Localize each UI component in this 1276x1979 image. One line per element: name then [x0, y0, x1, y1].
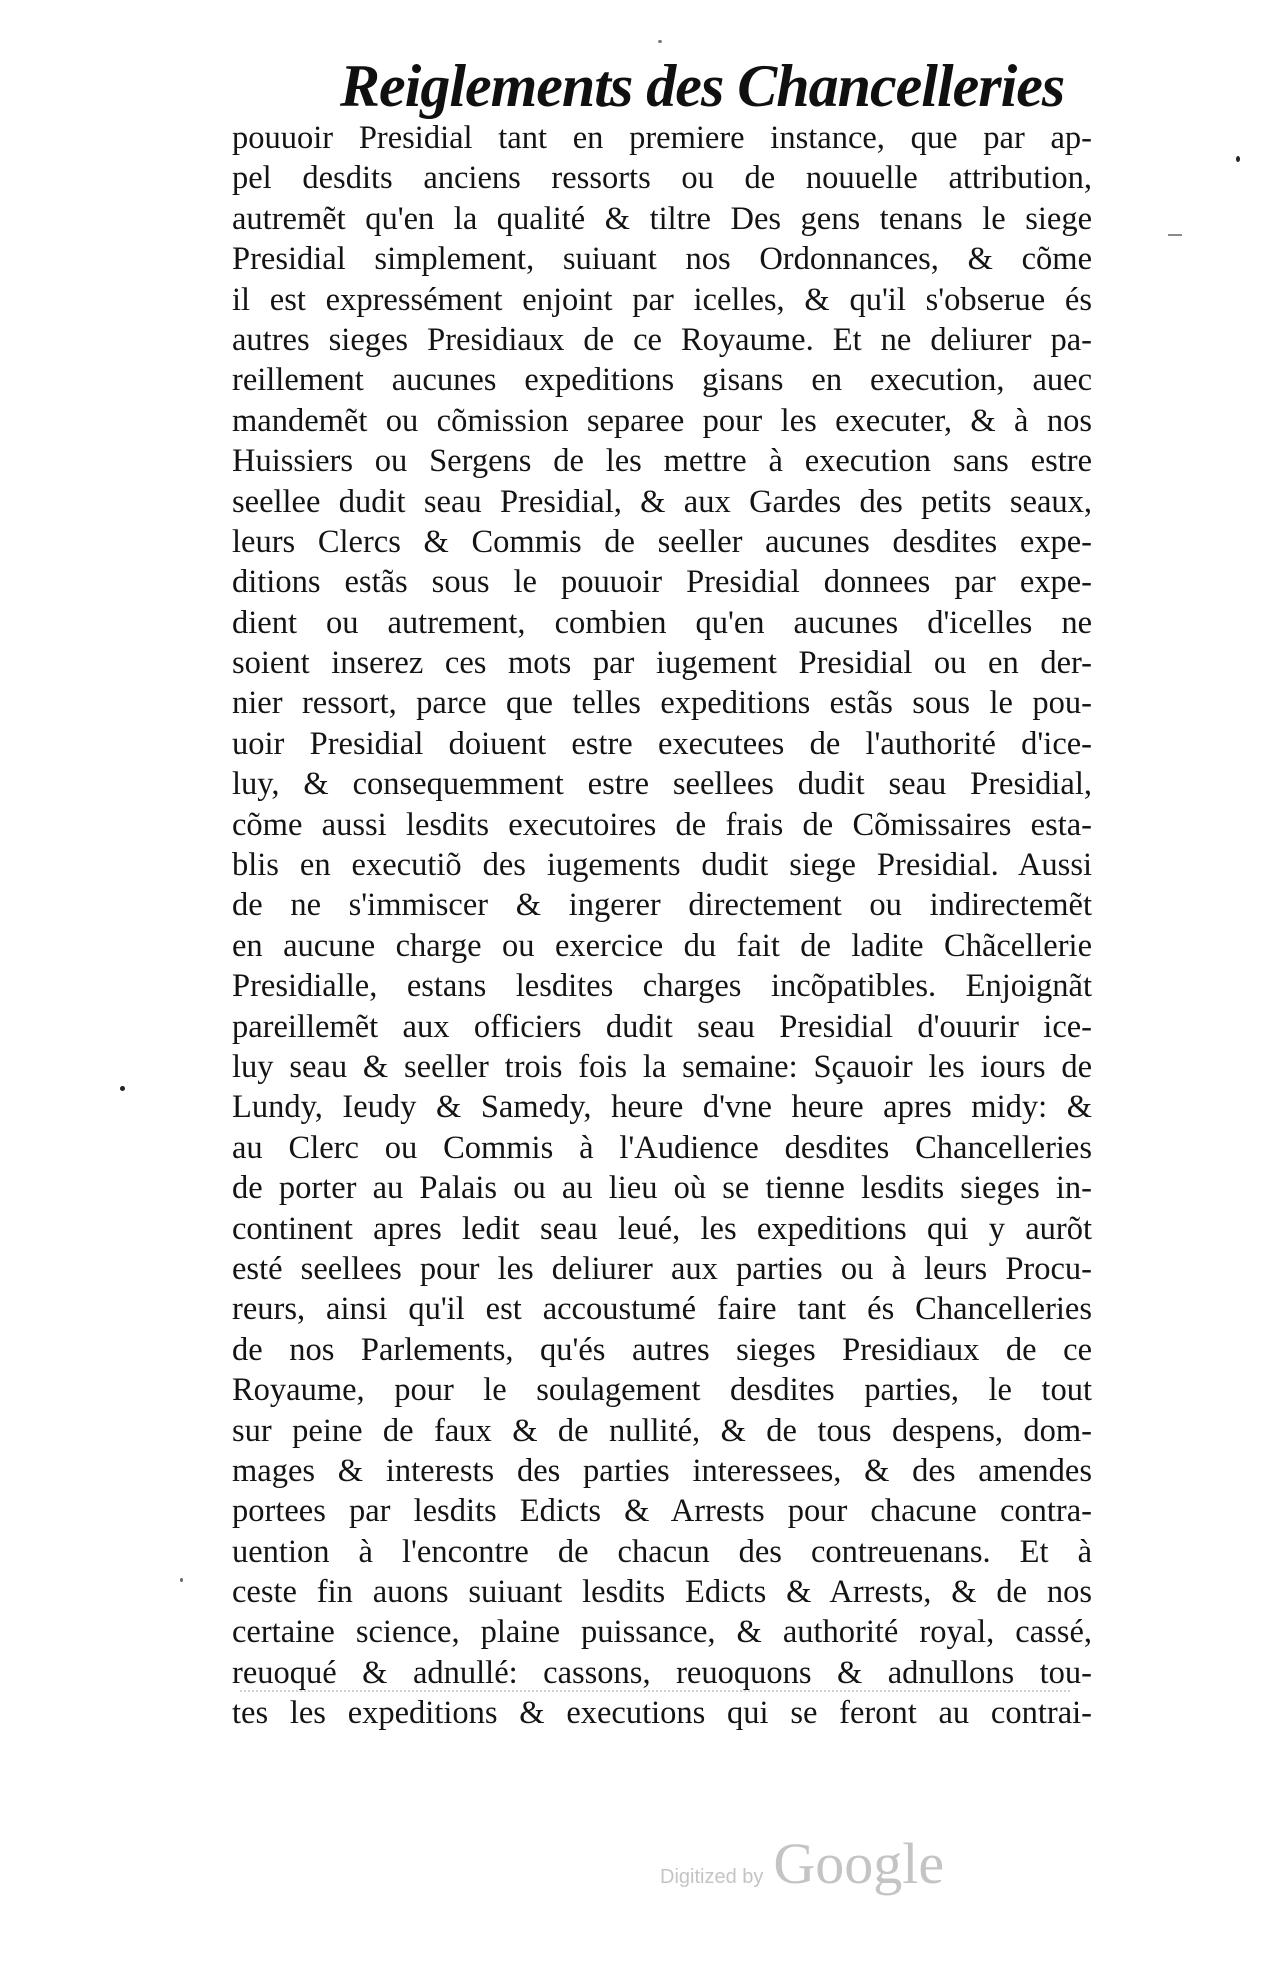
text-line: cõme aussi lesdits executoires de frais de Cõmissaires esta- [232, 806, 1092, 843]
text-line: ceste fin auons suiuant lesdits Edicts & Arrests, & de nos [232, 1574, 1092, 1611]
margin-speck [1168, 234, 1182, 236]
text-line: uoir Presidial doiuent estre executees de l'authorité d'ice- [232, 725, 1092, 762]
text-line: reillement aucunes expeditions gisans en execution, auec [232, 362, 1092, 399]
text-line: Presidial simplement, suiuant nos Ordonnances, & cõme [232, 241, 1092, 278]
text-line: de porter au Palais ou au lieu où se tienne lesdits sieges in- [232, 1170, 1092, 1207]
text-line: luy seau & seeller trois fois la semaine: Sçauoir les iours de [232, 1048, 1092, 1085]
text-line: mandemẽt ou cõmission separee pour les executer, & à nos [232, 402, 1092, 439]
text-line: de nos Parlements, qu'és autres sieges Presidiaux de ce [232, 1331, 1092, 1368]
text-line: pouuoir Presidial tant en premiere instance, que par ap- [232, 120, 1092, 156]
text-line: pareillemẽt aux officiers dudit seau Presidial d'ouurir ice- [232, 1008, 1092, 1045]
text-line: de ne s'immiscer & ingerer directement ou indirectemẽt [232, 887, 1092, 924]
watermark-prefix: Digitized by [660, 1866, 764, 1888]
google-logo: Google [773, 1831, 945, 1896]
bleed-through-rule [240, 1690, 1070, 1692]
text-line: en aucune charge ou exercice du fait de ladite Chãcellerie [232, 927, 1092, 964]
text-line: sur peine de faux & de nullité, & de tous despens, dom- [232, 1412, 1092, 1449]
text-line: portees par lesdits Edicts & Arrests pour chacune contra- [232, 1493, 1092, 1530]
text-line: seellee dudit seau Presidial, & aux Gardes des petits seaux, [232, 483, 1092, 520]
text-line: autremẽt qu'en la qualité & tiltre Des gens tenans le siege [232, 200, 1092, 237]
text-line: certaine science, plaine puissance, & authorité royal, cassé, [232, 1614, 1092, 1651]
text-line: ditions estãs sous le pouuoir Presidial donnees par expe- [232, 564, 1092, 601]
margin-speck [120, 1086, 125, 1091]
text-line: leurs Clercs & Commis de seeller aucunes desdites expe- [232, 523, 1092, 560]
text-line: Huissiers ou Sergens de les mettre à execution sans estre [232, 443, 1092, 480]
text-line: reuoqué & adnullé: cassons, reuoquons & adnullons tou- [232, 1654, 1092, 1691]
text-line: mages & interests des parties interessees, & des amendes [232, 1452, 1092, 1489]
text-line: au Clerc ou Commis à l'Audience desdites Chancelleries [232, 1129, 1092, 1166]
running-head-title: Reiglements des Chancelleries [340, 53, 1065, 119]
text-line: autres sieges Presidiaux de ce Royaume. Et ne deliurer pa- [232, 321, 1092, 358]
text-line: Lundy, Ieudy & Samedy, heure d'vne heure apres midy: & [232, 1089, 1092, 1126]
text-line: reurs, ainsi qu'il est accoustumé faire tant és Chancelleries [232, 1291, 1092, 1328]
text-line: il est expressément enjoint par icelles, & qu'il s'obserue és [232, 281, 1092, 318]
text-line: nier ressort, parce que telles expeditions estãs sous le pou- [232, 685, 1092, 722]
text-line: Royaume, pour le soulagement desdites parties, le tout [232, 1372, 1092, 1409]
text-line: Presidialle, estans lesdites charges incõpatibles. Enjoignãt [232, 968, 1092, 1005]
text-line: dient ou autrement, combien qu'en aucunes d'icelles ne [232, 604, 1092, 641]
margin-speck [1236, 156, 1240, 162]
text-line: pel desdits anciens ressorts ou de nouuelle attribution, [232, 160, 1092, 197]
text-line: esté seellees pour les deliurer aux parties ou à leurs Procu- [232, 1250, 1092, 1287]
text-line: soient inserez ces mots par iugement Presidial ou en der- [232, 645, 1092, 682]
text-line: tes les expeditions & executions qui se feront au contrai- [232, 1695, 1092, 1732]
text-line: luy, & consequemment estre seellees dudit seau Presidial, [232, 766, 1092, 803]
body-text [232, 118, 1092, 1734]
text-line: blis en executiõ des iugements dudit siege Presidial. Aussi [232, 847, 1092, 884]
margin-speck [658, 40, 662, 43]
text-line: uention à l'encontre de chacun des contreuenans. Et à [232, 1533, 1092, 1570]
google-digitized-watermark [660, 1830, 1040, 1900]
margin-speck [180, 1578, 183, 1582]
text-line: continent apres ledit seau leué, les expeditions qui y aurõt [232, 1210, 1092, 1247]
